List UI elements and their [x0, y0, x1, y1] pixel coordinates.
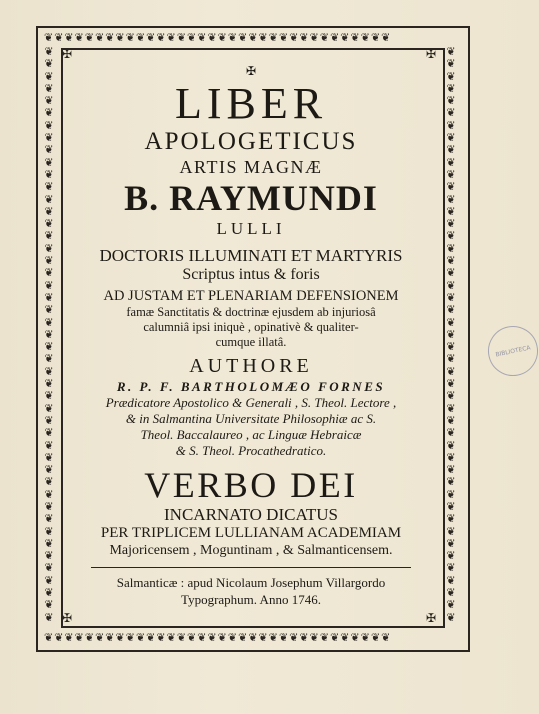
famae-line: famæ Sanctitatis & doctrinæ ejusdem ab injuriosâ: [126, 305, 376, 319]
author-title-line-1: Prædicatore Apostolico & Generali , S. Theol. Lectore ,: [105, 395, 397, 410]
defensio-line: AD JUSTAM ET PLENARIAM DEFENSIONEM: [103, 288, 399, 304]
scriptus-line: Scriptus intus & foris: [182, 266, 320, 283]
stamp-text: BIBLIOTECA: [494, 343, 532, 359]
academy-line: PER TRIPLICEM LULLIANAM ACADEMIAM: [100, 525, 402, 541]
calumnia-line: calumniâ ipsi iniquè , opinativè & qualiter-: [143, 320, 359, 334]
right-ornament-border: ❦❦❦❦❦❦❦❦❦❦❦❦❦❦❦❦❦❦❦❦❦❦❦❦❦❦❦❦❦❦❦❦❦❦❦❦❦❦❦❦❦❦❦❦❦❦❦: [446, 46, 456, 624]
dedication-subtitle: INCARNATO DICATUS: [164, 505, 338, 524]
left-ornament-border: ❦❦❦❦❦❦❦❦❦❦❦❦❦❦❦❦❦❦❦❦❦❦❦❦❦❦❦❦❦❦❦❦❦❦❦❦❦❦❦❦❦❦❦❦❦❦❦: [44, 46, 54, 624]
book-subtitle: APOLOGETICUS: [144, 128, 358, 155]
academies-list: Majoricensem , Moguntinam , & Salmanticensem.: [109, 543, 393, 558]
library-stamp: [483, 321, 539, 380]
dedication-title: VERBO DEI: [144, 465, 358, 505]
cumque-line: cumque illatâ.: [215, 335, 287, 349]
author-title-line-4: & S. Theol. Procathedratico.: [175, 443, 327, 458]
top-ornament-border: ❦❦❦❦❦❦❦❦❦❦❦❦❦❦❦❦❦❦❦❦❦❦❦❦❦❦❦❦❦❦❦❦❦❦: [44, 32, 392, 44]
corner-cross-icon: ✠: [62, 47, 73, 61]
corner-cross-icon: ✠: [426, 47, 437, 61]
author-name: R. P. F. BARTHOLOMÆO FORNES: [116, 379, 386, 394]
corner-cross-icon: ✠: [426, 611, 437, 625]
doctoris-line: DOCTORIS ILLUMINATI ET MARTYRIS: [99, 246, 403, 265]
author-title-line-3: Theol. Baccalaureo , ac Linguæ Hebraicæ: [140, 427, 362, 442]
imprint-line-1: Salmanticæ : apud Nicolaum Josephum Villargordo: [116, 575, 386, 590]
author-title-line-2: & in Salmantina Universitate Philosophiæ ac S.: [125, 411, 377, 426]
title-content: [63, 64, 439, 608]
cross-icon: ✠: [245, 64, 257, 78]
imprint-line-2: Typographum. Anno 1746.: [181, 592, 321, 607]
divider-rule: [91, 567, 411, 568]
bottom-ornament-border: ❦❦❦❦❦❦❦❦❦❦❦❦❦❦❦❦❦❦❦❦❦❦❦❦❦❦❦❦❦❦❦❦❦❦: [44, 632, 392, 644]
corner-cross-icon: ✠: [62, 611, 73, 625]
book-title: LIBER: [174, 79, 328, 128]
authore-heading: AUTHORE: [189, 355, 313, 377]
subject-surname: LULLI: [216, 219, 286, 238]
title-line-artis: ARTIS MAGNÆ: [179, 157, 323, 177]
subject-name: B. RAYMUNDI: [124, 178, 378, 218]
